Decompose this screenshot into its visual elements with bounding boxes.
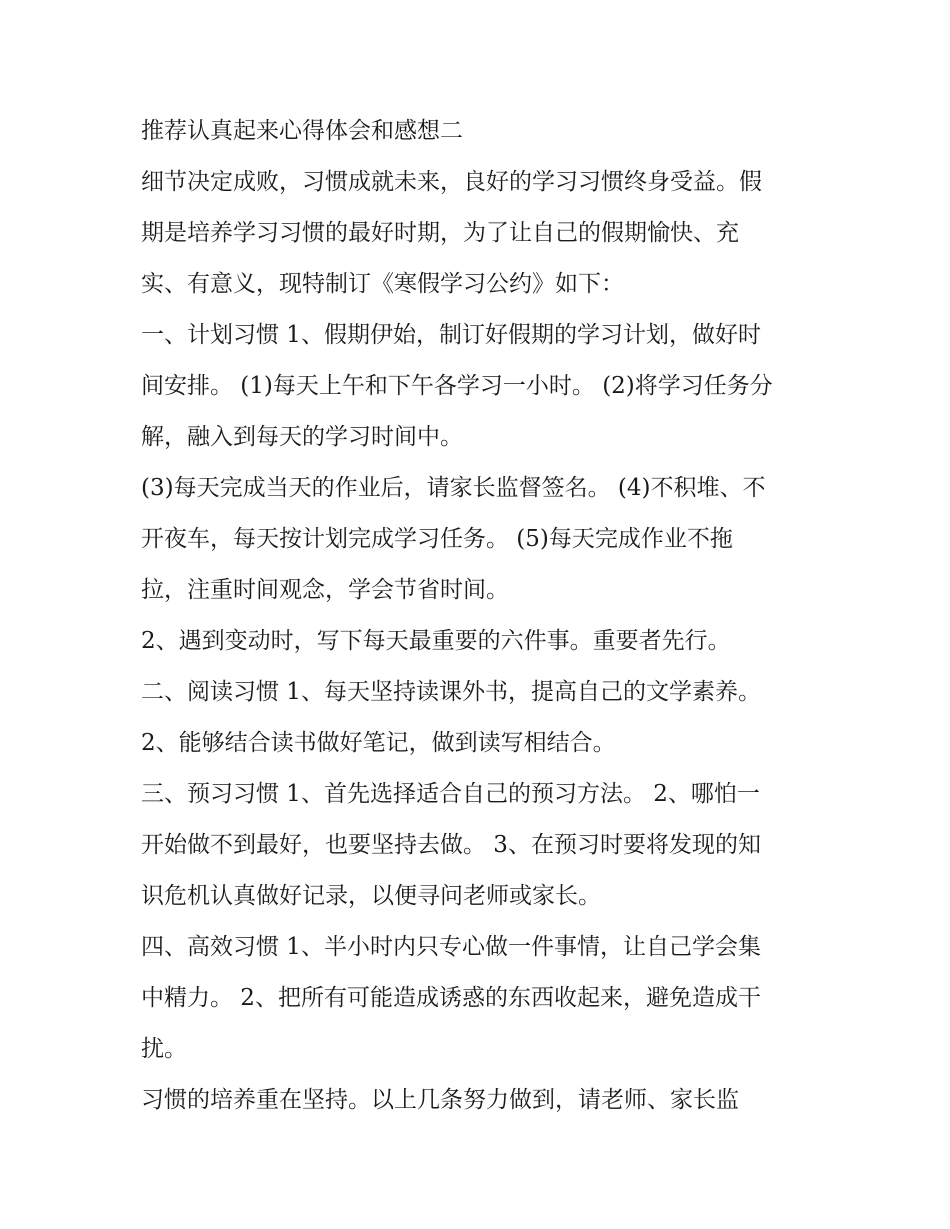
- text-line: 细节决定成败，习惯成就未来，良好的学习习惯终身受益。假: [141, 169, 762, 195]
- text-line: 2、能够结合读书做好笔记，做到读写相结合。: [141, 730, 616, 756]
- text-line: 开始做不到最好，也要坚持去做。 3、在预习时要将发现的知: [141, 832, 761, 858]
- text-line: 识危机认真做好记录，以便寻问老师或家长。: [141, 883, 601, 909]
- document-title: 推荐认真起来心得体会和感想二: [141, 118, 463, 144]
- text-line: 开夜车，每天按计划完成学习任务。 (5)每天完成作业不拖: [141, 526, 733, 552]
- text-line: 习惯的培养重在坚持。以上几条努力做到，请老师、家长监: [141, 1087, 739, 1113]
- text-line: 间安排。 (1)每天上午和下午各学习一小时。 (2)将学习任务分: [141, 373, 773, 399]
- text-line: 扰。: [141, 1036, 187, 1062]
- text-line: 2、遇到变动时，写下每天最重要的六件事。重要者先行。: [141, 628, 731, 654]
- text-line: 实、有意义，现特制订《寒假学习公约》如下：: [141, 271, 624, 297]
- document-body: [141, 106, 831, 1126]
- text-line: 中精力。 2、把所有可能造成诱惑的东西收起来，避免造成干: [141, 985, 761, 1011]
- text-line: 解，融入到每天的学习时间中。: [141, 424, 463, 450]
- text-line: 四、高效习惯 1、半小时内只专心做一件事情，让自己学会集: [141, 934, 761, 960]
- text-line: 期是培养学习习惯的最好时期，为了让自己的假期愉快、充: [141, 220, 739, 246]
- text-line: 二、阅读习惯 1、每天坚持读课外书，提高自己的文学素养。: [141, 679, 761, 705]
- text-line: 拉，注重时间观念，学会节省时间。: [141, 577, 509, 603]
- text-line: (3)每天完成当天的作业后，请家长监督签名。 (4)不积堆、不: [141, 475, 766, 501]
- text-line: 三、预习习惯 1、首先选择适合自己的预习方法。 2、哪怕一: [141, 781, 760, 807]
- text-line: 一、计划习惯 1、假期伊始，制订好假期的学习计划，做好时: [141, 322, 761, 348]
